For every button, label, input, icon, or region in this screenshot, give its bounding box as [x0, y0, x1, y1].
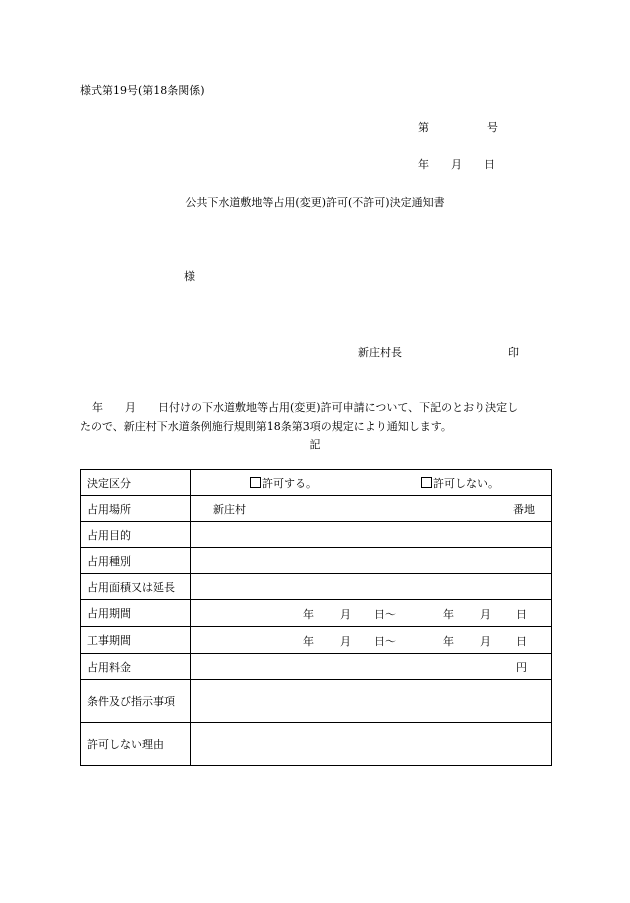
checkbox-icon[interactable] [421, 477, 432, 488]
table-row [81, 574, 552, 600]
table-row [81, 654, 552, 680]
reason-value[interactable] [191, 723, 552, 766]
table-row [81, 548, 552, 574]
number-suffix: 号 [487, 121, 498, 134]
purpose-value[interactable] [191, 522, 552, 548]
table-row [81, 496, 552, 522]
fee-unit: 円 [516, 660, 527, 674]
document-title: 公共下水道敷地等占用(変更)許可(不許可)決定通知書 [185, 196, 445, 209]
place-value[interactable] [191, 496, 552, 522]
construction-end-day: 日 [516, 635, 527, 648]
form-number: 様式第19号(第18条関係) [80, 84, 205, 97]
decision-options [191, 470, 552, 496]
construction-value[interactable] [191, 627, 552, 654]
body-year: 年 [92, 401, 103, 414]
fee-value[interactable] [191, 654, 552, 680]
type-value[interactable] [191, 548, 552, 574]
addressee-suffix: 様 [184, 270, 195, 283]
date-year: 年 [418, 158, 429, 171]
place-label: 占用場所 [81, 496, 191, 522]
table-row [81, 522, 552, 548]
decision-table [80, 469, 552, 766]
reason-label: 許可しない理由 [81, 723, 191, 766]
ki-heading: 記 [309, 438, 321, 451]
period-start-day: 日～ [374, 608, 396, 621]
place-village: 新庄村 [213, 502, 246, 516]
fee-label: 占用料金 [81, 654, 191, 680]
conditions-label: 条件及び指示事項 [81, 680, 191, 723]
construction-start-day: 日～ [374, 635, 396, 648]
construction-label: 工事期間 [81, 627, 191, 654]
table-row [81, 470, 552, 496]
construction-start-year: 年 [303, 635, 314, 648]
area-label: 占用面積又は延長 [81, 574, 191, 600]
period-end-day: 日 [516, 608, 527, 621]
seal-mark: 印 [508, 346, 519, 359]
body-month: 月 [125, 401, 136, 414]
period-label: 占用期間 [81, 600, 191, 627]
period-value[interactable] [191, 600, 552, 627]
table-row [81, 723, 552, 766]
table-row [81, 627, 552, 654]
body-text-1: 日付けの下水道敷地等占用(変更)許可申請について、下記のとおり決定し [158, 401, 519, 414]
construction-start-month: 月 [340, 635, 351, 648]
construction-end-year: 年 [443, 635, 454, 648]
table-row [81, 600, 552, 627]
issue-date-line [418, 156, 495, 172]
notice-body [80, 398, 552, 436]
table-row [81, 680, 552, 723]
decision-label: 決定区分 [81, 470, 191, 496]
period-start-year: 年 [303, 608, 314, 621]
date-day: 日 [484, 158, 495, 171]
period-start-month: 月 [340, 608, 351, 621]
purpose-label: 占用目的 [81, 522, 191, 548]
issuer-line [358, 344, 519, 360]
date-month: 月 [451, 158, 462, 171]
deny-option[interactable]: 許可しない。 [421, 475, 499, 491]
period-end-month: 月 [480, 608, 491, 621]
conditions-value[interactable] [191, 680, 552, 723]
checkbox-icon[interactable] [250, 477, 261, 488]
construction-end-month: 月 [480, 635, 491, 648]
issuer-name: 新庄村長 [358, 346, 402, 359]
document-number-line [418, 119, 498, 135]
type-label: 占用種別 [81, 548, 191, 574]
permit-option[interactable]: 許可する。 [250, 475, 317, 491]
body-text-2: たので、新庄村下水道条例施行規則第18条第3項の規定により通知します。 [80, 420, 452, 433]
period-end-year: 年 [443, 608, 454, 621]
area-value[interactable] [191, 574, 552, 600]
number-prefix: 第 [418, 121, 429, 134]
place-suffix: 番地 [513, 502, 535, 516]
